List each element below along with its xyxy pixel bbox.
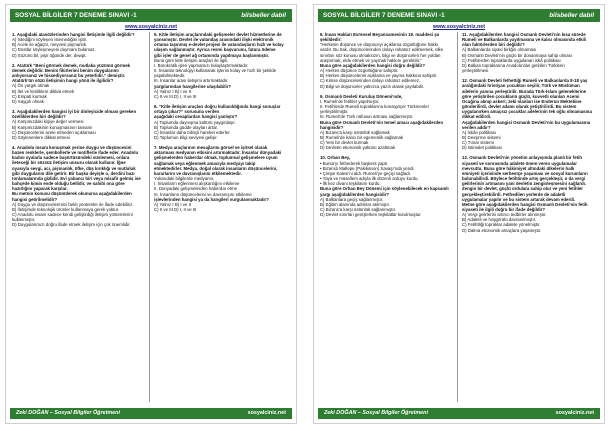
question-stem: Aşağıdaki atasözlerinden hangisi İletişimle ilgili değildir?: [16, 32, 135, 37]
question-text: Osmanlı Devleti Kuruluş Dönemi’nde,: [324, 93, 403, 99]
question-stem: Aşağıdakilerden hangisi Osmanlı Devleti’nin bu uygulamasına verilen addır?: [462, 119, 591, 130]
question-stem: Metne göre aşağıdakilerden hangisi Osmanlı Devleti’nin fetih siyaseti ile ilgili doğru bir ifade değildir?: [462, 201, 588, 212]
answer-option[interactable]: C) İnsanlar daha bilinçli hareket ederler.: [154, 129, 231, 135]
question-text: Buna göre kitle iletişim araçları ile ilgili,: [154, 57, 229, 63]
answer-option[interactable]: D) Söylenenlere dikkat etmesi: [12, 134, 70, 140]
question-block: [12, 32, 142, 58]
answer-option[interactable]: C) Kimse düşüncelerinden dolayı rahatsız edilemez.: [320, 78, 421, 84]
question-text: “Kitle iletişim araçları doğru kullanıldığında hangi sonuçlar ortaya çıkar?” sorusuna verilen: [154, 104, 281, 115]
question-text: Kitle iletişim araçlarındaki gelişmeler devlet hizmetlerine de yansımıştır. Devlet ile vatandaş arasındaki ilişki elektronik ortama taşınmış e-devlet projesi ile vatandaşların hızlı ve kolay ulaşım sağlanmıştır. Ayrıca resmi başvurunu, fatura ödeme gibi işler de genel ağ ortamında yapılmaya başlanmıştır.: [154, 32, 284, 58]
answer-option[interactable]: C) Tımar sistemi: [462, 140, 494, 146]
footer-author: Zeki DOĞAN – Sosyal Bilgiler Öğretmeni: [324, 410, 428, 416]
answer-option[interactable]: A) Toplumda daynışma kültürü yaygınlaşır.: [154, 119, 236, 125]
column-divider: [457, 32, 458, 402]
right-page-column-1: [320, 32, 450, 222]
answer-option[interactable]: D) Sözünü bil, pişir öğünde der, dewpt.: [12, 52, 87, 58]
question-text: I. Rumeli’de fetihler yapılmıştır.: [320, 98, 380, 104]
question-text: Orhan Bey,: [327, 155, 351, 161]
question-stem: Atatürk’ün sözü iletişimin hangi yönü ile ilgilidir?: [12, 78, 114, 84]
question-stem: aşağıdaki cevaplardan hangisi yanlıştır?: [154, 114, 238, 120]
question-stem: Buna göre Osmanlı Devleti’nin temel amacı aşağıdakilerden hangisidir?: [320, 119, 444, 130]
answer-option[interactable]: A) Karşımızdaki kişiye değer vermesi: [12, 119, 84, 125]
answer-option[interactable]: B) Toplumda güdde olayları artar.: [154, 124, 218, 130]
question-text: III. İnsanlar arası iletişimi artırmaktadır.: [154, 78, 229, 84]
question-number: 6.: [154, 104, 158, 110]
question-text: Anadolu insanı konuşmak yerine duygu ve düşüncesini bazen renklerle, şembollerle ve motiflerle ifade eder. Anadolu kadını oyalarla sadece başörtüsündeki süslemesi, onlara ileteceği bir sözsüz iletişim unsuru olarak kullanır. İğne oyasıyla sevgi, acı, pişmanlık, öfke, düş kırıklığı ve mutluluk gibi duygularını dile getirir. Bir başka deyişle o, derdini bazı tonlamalarında gizlidir. Evi yabancı biri veya misafir gelmiş ise bahçede kimin evde olduğu bellidir, ve sahibi ona göre hazırlığını yaparak karşılar.: [12, 144, 141, 192]
page-footer: [10, 408, 292, 419]
answer-option[interactable]: C) Düşüncelerini acele etmeden açıklaması: [12, 129, 96, 135]
question-number: 13.: [462, 155, 469, 161]
answer-option[interactable]: C) Dostlar söyleşmeyeni duymam bulamaz.: [12, 47, 96, 53]
footer-website[interactable]: sosyalciniz.net: [555, 410, 594, 416]
question-stem: yargılarından hangilerine ulaşılabilir?: [154, 83, 232, 89]
answer-option[interactable]: B) İlet ve kimliklere dikkat etmek: [12, 88, 75, 94]
exam-title: SOSYAL BİLGİLER 7 DENEME SINAVI -1: [15, 12, 137, 19]
question-block: [154, 32, 284, 99]
question-number: 12.: [462, 78, 469, 84]
answer-option[interactable]: C) II ve III D) I, II ve III: [154, 207, 197, 212]
question-block: [462, 78, 592, 150]
question-block: [462, 32, 592, 73]
answer-option[interactable]: B) Rumeli’de kalıcı bir egemenlik sağlamak: [320, 134, 404, 140]
answer-option[interactable]: B) Eğitim alanında adımlar atılmıştır.: [320, 201, 391, 207]
answer-option[interactable]: A) Vergi gelirlerini artırıcı tedbirler alınmıştır.: [462, 212, 547, 218]
answer-option[interactable]: A) Duygu ve düşüncelerimizi farklı yöntemler ile ifade edebiliriz.: [12, 201, 134, 207]
left-page-column-2: [154, 32, 284, 217]
question-number: 4.: [12, 144, 16, 150]
question-block: [12, 109, 142, 140]
question-block: [320, 155, 450, 217]
answer-option[interactable]: B) Karşımızdakinin konuşmasının tamamı: [12, 124, 93, 130]
question-text: “Herkesin düşünce ve düşünceyi açıklama özgürlüğüne hakkı vardır. Bu hak, düşüncelerinden dolayı rahatsız edilmemek, ülke sınırları söz konusu olmaksızın, bilgi ve düşünceleri her yoldan araştırmak, elde etmek ve yaymak hakkını gerektirir.”: [320, 42, 444, 63]
answer-option[interactable]: A) Herkes düşünce özgürlüğüne sahiptir.: [320, 68, 399, 74]
question-block: [462, 155, 592, 232]
question-text: • Bursa’yı fethederek başkent yaptı.: [320, 160, 389, 166]
question-number: 7.: [154, 145, 158, 151]
answer-option[interactable]: B) Devşirme sistemi: [462, 134, 501, 140]
question-text: Yukarıdaki bilgilerde medyanın,: [154, 176, 215, 182]
question-number: 2.: [12, 62, 16, 68]
answer-option[interactable]: C) Yeni bir devlet kurmak: [320, 140, 369, 146]
answer-option[interactable]: A) Yalnız I B) I ve II: [154, 201, 192, 207]
answer-option[interactable]: C) Empati kurmak: [12, 93, 47, 99]
question-stem: Bu metnin konusu düşünülerek okunursa aşağıdakilerden hangisi getirilmelidir?: [12, 191, 132, 202]
answer-option[interactable]: C) Fetihtliği topraklar adalete yönelmiştir.: [462, 222, 541, 228]
question-number: 3.: [12, 109, 16, 115]
answer-option[interactable]: A) Balkanlara geçiş sağlanmıştır.: [320, 196, 384, 202]
question-number: 10.: [320, 155, 327, 161]
column-divider: [149, 32, 150, 402]
question-block: [12, 145, 142, 228]
question-block: [154, 145, 284, 212]
answer-option[interactable]: D) Saygılı olmak: [12, 98, 44, 104]
answer-option[interactable]: B) İletişimde teknolojik ürünler kullanmaya gerek yoktur.: [12, 206, 120, 212]
page-header: [10, 9, 292, 22]
question-text: • Çimpe Kalesi’ni aldı. Rumeli’ye geçişi sağladı.: [320, 170, 412, 176]
question-text: II. Fetihlerde Rumeli topraklarına konargöçer Türkmenler yerleştirilmiştir.: [320, 104, 430, 115]
answer-option[interactable]: A) Balkanlarda siyasi birliğin olmaması: [462, 47, 537, 53]
question-text: Osmanlı Devleti fethettiği Rumeli ve Balkanlarda 8-18 yaş aralığındaki hristiyan çocukları seçilir, Türk ve Müslüman ailelerin yanına yerleştirilir. Burada Türk-İslam geleneklerine göre yetiştirilen çocukların güçlü, kuvvetli olanları Acemi Ocağına alınıp askeri; zeki olanları ise Enderun Mektebine gönderilirdi, devlet adamı olarak yetiştirilirdi. Bu sistem uygulanırken amaçsız çocuklar ailelerinin tek oğlu olmamasına dikkat edilirdi.: [462, 78, 592, 120]
question-text: I. İnsanların eğlenmesi alışkanlığını etkileme: [154, 181, 240, 187]
question-block: [320, 94, 450, 151]
question-text: Osmanlı Devleti’nin yönetim anlayışında planlı bir fetih siyaseti ve sonrasında adalete önem veren uygulamalar mevcuttu. Buna göre hâkimiyet altındaki ülkelerin halk emniyeti içerisinde serbestçe yaşaması ve sosyal kurumların bulunabilirdi. Böylece fetihtinde artış gerçekleşir, o da vergi gelirlerinin artmasını yani devletin zenginleşmesini sağlardı. Zengin bir devlet, güçlü ordulara sahip olur ve yeni fetihler gerçekleştirebilirdi. Fethedilen yerlerde de adaletli uygulamalar yapılır ve bu sistem artarak devam ederdi.: [462, 155, 588, 202]
footer-website[interactable]: sosyalciniz.net: [247, 410, 286, 416]
answer-option[interactable]: B) Herkes düşüncelerini açıklama ve yayma hakkına sahiptir.: [320, 73, 438, 79]
answer-option[interactable]: B) Adaletli ve hoşgörülü davranılmıştır.: [462, 217, 537, 223]
question-text: II. Dünyadaki gelişmelerden haberdar etme: [154, 186, 238, 192]
page-header: [318, 9, 600, 22]
answer-option[interactable]: D) İstimalet politikası: [462, 145, 503, 151]
answer-option[interactable]: A) Yalnız I B) I ve II: [154, 88, 192, 94]
question-stem: Buna göre Orhan Bey Dönemi için söylenebilecek en kapsamlı yargı aşağıdakilerden hangisidir?: [320, 186, 449, 197]
question-number: 5.: [154, 32, 158, 37]
footer-author: Zeki DOĞAN – Sosyal Bilgiler Öğretmeni: [16, 410, 120, 416]
header-tagline: bilsbeller dabil: [549, 12, 594, 19]
exam-page-right: [313, 4, 605, 424]
question-text: III. Rumeli’de Türk nüfusun artması sağlanmıştır.: [320, 114, 414, 120]
answer-option[interactable]: D) Devletin ekonomik yükünü azaltmak: [320, 145, 396, 151]
question-stem: Aşağıdakilerden hangisi iyi bir dinleyicide olması gereken özelliklerden biri değildir?: [12, 109, 137, 120]
answer-option[interactable]: C) Fetihlerden topraklarda uygulanan iskâ politikası: [462, 57, 561, 63]
answer-option[interactable]: A) Ön yargılı olmak: [12, 83, 50, 89]
question-text: II. İnsanlar teknolojiyi kullanarak işlerini kolay ve hızlı bir şekilde yapabilmektedir.: [154, 68, 277, 79]
page-footer: [318, 408, 600, 419]
answer-option[interactable]: A) İstediğini söyleyen istemediğini işitir.: [12, 37, 88, 43]
exam-page-left: [5, 4, 297, 424]
left-page-column-1: [12, 32, 142, 232]
answer-option[interactable]: B) Osmanlı Devleti’nin güçlü bir donanmaya sahip olması: [462, 52, 573, 58]
right-page-column-2: [462, 32, 592, 238]
question-text: • Yaya ve müsellem adıyla ilk düzenli orduyu kurdu.: [320, 176, 419, 182]
question-text: Atatürk “Beni görmek demek, mutlaka yüzümü görmek demek değildir. Benim fikirlerimi benim duygularımı anlıyorsanız ve hissediyorsanız bu yeterlidir.” demiştir.: [12, 62, 131, 79]
question-number: 11.: [462, 32, 468, 37]
question-stem: Aşağıdakilerden hangisi Osmanlı Devleti’nin kısa sürede Rumeli ve Balkanlarda yayılmasına ve kalıcı olmasında etkili olan faktörlerden biri değildir?: [462, 32, 587, 48]
question-stem: işlevlerinden hangisi ya da hangileri vurgulanmaktadır?: [154, 196, 269, 202]
answer-option[interactable]: C) II ve III D) I, II ve III: [154, 93, 197, 99]
question-text: • Bizanslı Maltepe (Palekanon) Savaşı’nda yendi.: [320, 165, 415, 171]
answer-option[interactable]: B) Acele ile ağaçtır, meyvesi pişmanlık.: [12, 42, 88, 48]
question-text: • İlk kez divanı teşkilatını kurdu.: [320, 181, 381, 187]
website-link[interactable]: www.sosyalciniz.net: [124, 24, 178, 30]
answer-option[interactable]: D) Duygularımızı doğru ifade etmek iletişim için çok önemlidir.: [12, 222, 131, 228]
question-text: Medya araçlarının mesajlarını görsel ve işitsel olarak aktarması medyanın etkisini artırmaktadır. İnsanlar dünyadaki gelişmelerden haberdar olmak, toplumsal gelişmelere uyum sağlamak veya eğlenmek amacıyla medyayı takip etmektedirler. Medya, doğal olarak insanların düşüncelerini, kararlarını ve davranışlarını etkilemektedir.: [154, 145, 282, 176]
answer-option[interactable]: D) Devlet sınırları genişlerken teşkilatlar kurulmuştur.: [320, 212, 422, 218]
question-number: 8.: [320, 32, 324, 37]
question-stem: Buna göre aşağıdakilerden hangisi doğru değildir?: [320, 62, 425, 68]
question-text: III. İnsanların düşüncelerini ve davranışını etkileme: [154, 191, 252, 197]
question-number: 1.: [12, 32, 16, 37]
header-tagline: bilsbeller dabil: [241, 12, 286, 19]
exam-title: SOSYAL BİLGİLER 7 DENEME SINAVI -1: [323, 12, 445, 19]
question-block: [12, 63, 142, 104]
question-number: 9.: [320, 93, 324, 99]
website-link[interactable]: www.sosyalciniz.net: [432, 24, 486, 30]
answer-option[interactable]: D) Dalma ekonomik amaçlara yaşamıştır.: [462, 227, 542, 233]
question-block: [154, 104, 284, 140]
answer-option[interactable]: D) Toplumun bilgi seviyesi gelişir.: [154, 134, 218, 140]
answer-option[interactable]: C) Bizans’a karşı üstünlük sağlanmıştır.: [320, 207, 397, 212]
answer-option[interactable]: C) Anadolu insanı sadece kendi geliştirdiği iletişim yöntemlerini kullanmıştır.: [12, 212, 133, 223]
answer-option[interactable]: A) İskân politikası: [462, 129, 497, 135]
question-text: İnsan Hakları Evrensel Beyannamesinin 19. maddesi şu şekildedir:: [320, 32, 440, 43]
question-text: I. Bürokratik işleri yapmamızı kolaylaştırmaktadır.: [154, 62, 249, 68]
answer-option[interactable]: A) Bizans’a karşı üstünlük sağlamak: [320, 129, 390, 135]
answer-option[interactable]: D) Bilgi ve düşünceler yalnızca yazılı olarak yayılabilir.: [320, 83, 425, 89]
answer-option[interactable]: D) Balkan topraklarına Anadolu’dan getirilen Türklerin yerleştirilmesi: [462, 62, 565, 74]
question-block: [320, 32, 450, 89]
